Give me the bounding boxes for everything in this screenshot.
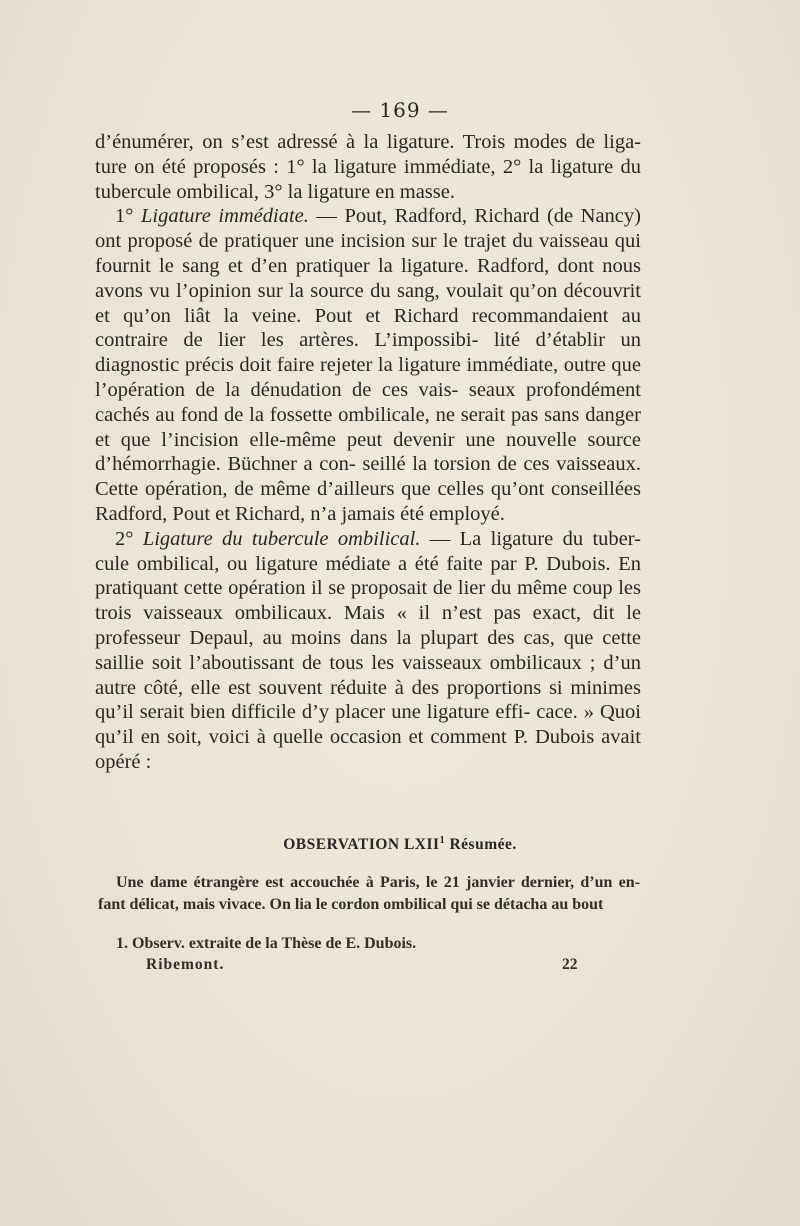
observation-title-text: OBSERVATION LXII [283,836,440,853]
paragraph-intro: d’énumérer, on s’est adressé à la ligature. Trois modes de liga- ture on été proposés : 1° la ligature immédiate, 2° la ligature du tubercule ombilical, 3° la ligature en masse. [95,131,641,203]
paragraph-ligature-immediate [95,204,641,526]
paragraph-number: 1° [115,205,141,228]
section-heading-ligature-tubercule: Ligature du tubercule ombilical. [142,527,421,550]
footer-signature-number: 22 [562,956,578,973]
footnote-marker: 1 [439,834,446,846]
paragraph-text: — La ligature du tuber- cule ombilical, ou ligature médiate a été faite par P. Dubois. En pratiquant cette opération il se proposait de lier du même coup les trois vaisseaux ombilicaux. Mais « il n’est pas exact, dit le professeur Depaul, au moins dans la plupart des cas, que cette saillie soit l’aboutissant de tous les vaisseaux ombilicaux ; d’un autre côté, elle est souvent réduite à des proportions si minimes qu’il serait bien difficile d’y placer une ligature effi- cace. » Quoi qu’il en soit, voici à quelle occasion et comment P. Dubois avait opéré : [95,527,641,773]
footnote: 1. Observ. extraite de la Thèse de E. Dubois. [116,935,417,952]
paragraph-number: 2° [115,527,143,550]
observation-title [0,836,800,854]
observation-text [98,872,640,916]
paragraph-text: — Pout, Radford, Richard (de Nancy) ont proposé de pratiquer une incision sur le trajet du vaisseau qui fournit le sang et d’en pratiquer la ligature. Radford, dont nous avons vu l’opinion sur la source du sang, voulait qu’on découvrit et qu’on liât la veine. Pout et Richard recommandaient au contraire de lier les artères. L’impossibi- lité d’établir un diagnostic précis doit faire rejeter la ligature immédiate, outre que l’opération de la dénudation de ces vais- seaux profondément cachés au fond de la fossette ombilicale, ne serait pas sans danger et que l’incision elle-même peut devenir une nouvelle source d’hémorrhagie. Büchner a con- seillé la torsion de ces vaisseaux. Cette opération, de même d’ailleurs que celles qu’ont conseillées Radford, Pout et Richard, n’a jamais été employé. [95,205,641,525]
body-text [95,130,641,775]
paragraph-ligature-tubercule [95,527,641,775]
section-heading-ligature-immediate: Ligature immédiate. [140,205,309,228]
observation-title-suffix: Résumée. [445,836,517,853]
page-number: — 169 — [351,98,449,122]
observation-paragraph: Une dame étrangère est accouchée à Paris, le 21 janvier dernier, d’un en- fant délicat, mais vivace. On lia le cordon ombilical qui se détacha au bout [98,874,640,913]
footer-author: Ribemont. [146,956,225,973]
